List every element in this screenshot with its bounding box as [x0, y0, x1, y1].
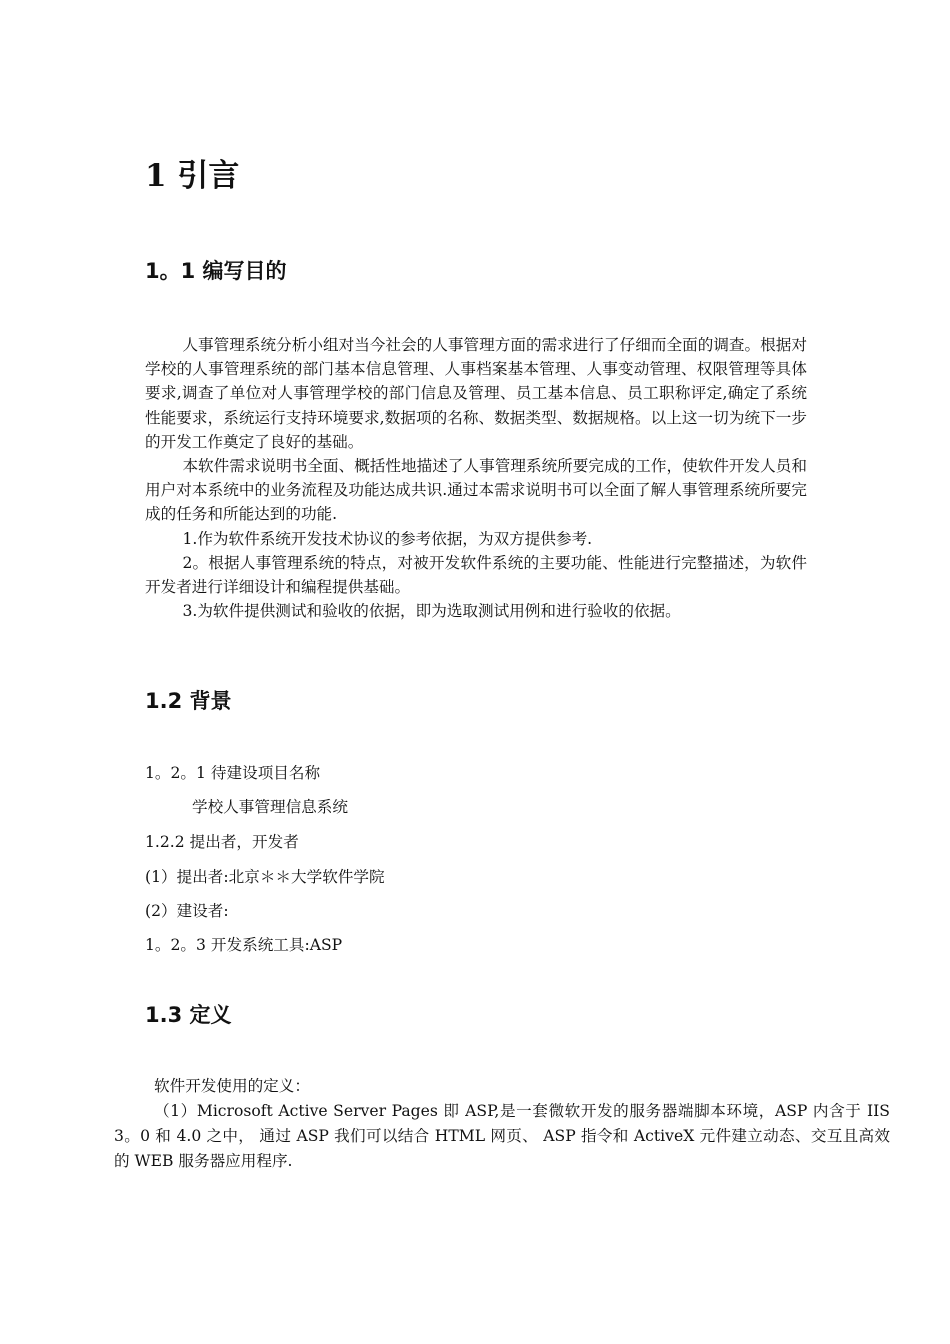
definition-item: （1）Microsoft Active Server Pages 即 ASP,是一套微软开发的服务器端脚本环境，ASP 内含于 IIS 3。0 和 4.0 之中， 通过 ASP 我们可以结合 HTML 网页、 ASP 指令和 ActiveX 元件建立动态、交互且高效的 WEB 服务器应用程序.: [114, 1102, 890, 1170]
section-1-1-heading: 1。1 编写目的: [145, 259, 287, 283]
list-item: 1.作为软件系统开发技术协议的参考依据，为双方提供参考.: [182, 529, 593, 548]
background-line: (1）提出者:北京＊＊大学软件学院: [145, 868, 385, 886]
background-line: 1.2.2 提出者，开发者: [145, 833, 299, 851]
section-1-2-heading: 1.2 背景: [145, 689, 232, 713]
section-1-1-body: [145, 333, 807, 623]
chapter-heading: 1 引言: [145, 158, 240, 194]
background-line: 学校人事管理信息系统: [192, 798, 348, 816]
background-line: (2）建设者:: [145, 902, 229, 920]
background-line: 1。2。3 开发系统工具:ASP: [145, 936, 343, 954]
list-item: 2。根据人事管理系统的特点，对被开发软件系统的主要功能、性能进行完整描述，为软件开发者进行详细设计和编程提供基础。: [145, 553, 807, 597]
background-line: 1。2。1 待建设项目名称: [145, 764, 321, 782]
definitions-block: [114, 1074, 890, 1174]
paragraph: 人事管理系统分析小组对当今社会的人事管理方面的需求进行了仔细而全面的调查。根据对学校的人事管理系统的部门基本信息管理、人事档案基本管理、人事变动管理、权限管理等具体要求,调查了单位对人事管理学校的部门信息及管理、员工基本信息、员工职称评定,确定了系统性能要求，系统运行支持环境要求,数据项的名称、数据类型、数据规格。以上这一切为统下一步的开发工作奠定了良好的基础。: [145, 336, 807, 451]
list-item: 3.为软件提供测试和验收的依据，即为选取测试用例和进行验收的依据。: [182, 602, 681, 621]
paragraph: 本软件需求说明书全面、概括性地描述了人事管理系统所要完成的工作，使软件开发人员和用户对本系统中的业务流程及功能达成共识.通过本需求说明书可以全面了解人事管理系统所要完成的任务和所能达到的功能.: [145, 457, 807, 524]
section-1-3-heading: 1.3 定义: [145, 1003, 232, 1027]
definitions-intro: 软件开发使用的定义：: [154, 1077, 310, 1095]
